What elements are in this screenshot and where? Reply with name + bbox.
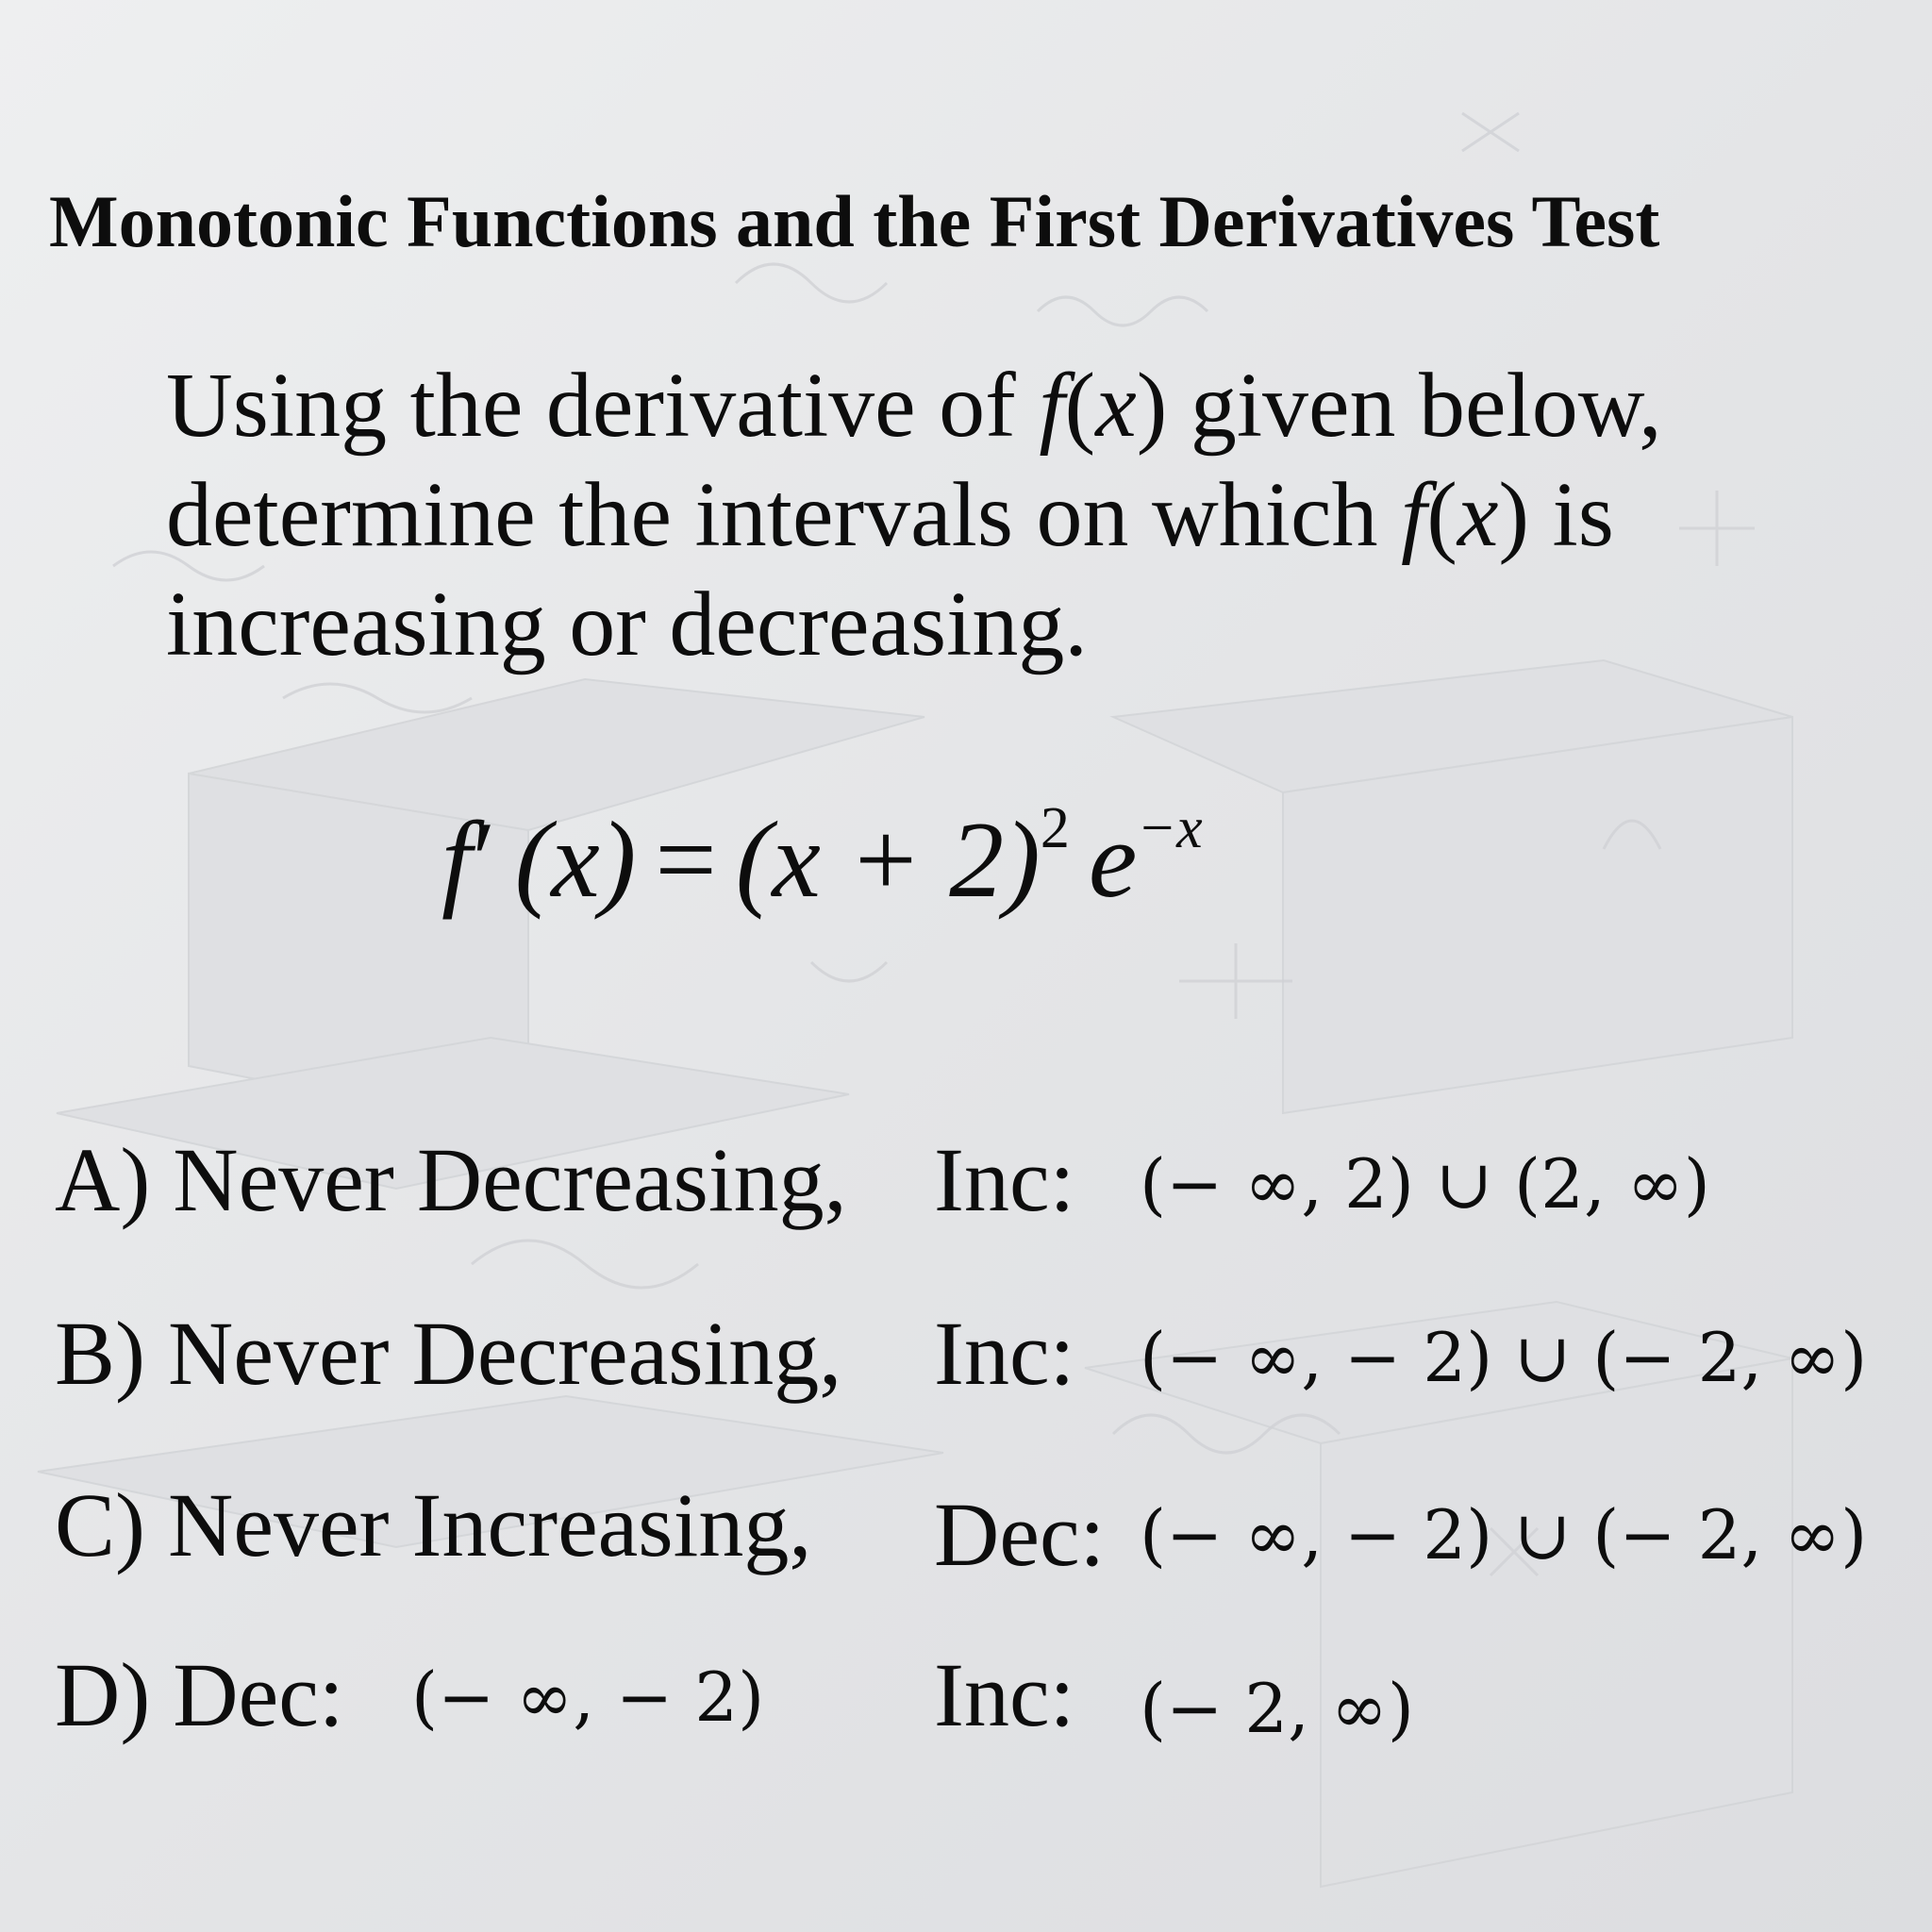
option-c-letter: C)	[55, 1474, 145, 1575]
option-d-interval: (− 2, ∞)	[1140, 1669, 1414, 1748]
page-title: Monotonic Functions and the First Derivatives Test	[49, 180, 1660, 262]
option-d-desc: Dec:	[173, 1644, 344, 1745]
option-d[interactable]	[55, 1643, 344, 1747]
option-b-letter: B)	[55, 1303, 145, 1404]
formula-f: f	[441, 800, 473, 921]
option-b[interactable]	[55, 1302, 841, 1406]
question-line-3: increasing or decreasing.	[166, 574, 1088, 675]
question-line-2: determine the intervals on which f(x) is	[166, 464, 1614, 566]
option-d-dec-interval: (− ∞, − 2)	[411, 1657, 765, 1737]
option-c-keyword: Dec:	[934, 1484, 1106, 1585]
formula-lhs-arg: (x)	[514, 800, 637, 921]
formula-exponent: 2	[1040, 796, 1070, 860]
option-b-interval: (− ∞, − 2) ∪ (− 2, ∞)	[1140, 1318, 1868, 1397]
option-d-letter: D)	[55, 1644, 151, 1745]
option-c[interactable]	[55, 1474, 811, 1577]
option-d-keyword: Inc:	[934, 1644, 1075, 1745]
option-b-desc: Never Decreasing,	[168, 1303, 842, 1404]
derivative-formula	[441, 798, 1203, 924]
formula-base: (x + 2)	[735, 800, 1041, 921]
option-b-keyword: Inc:	[934, 1303, 1075, 1404]
option-c-desc: Never Increasing,	[168, 1474, 812, 1575]
formula-equals: =	[655, 800, 717, 921]
formula-e-exponent: −x	[1137, 796, 1203, 860]
question-text	[166, 351, 1864, 679]
formula-e: e	[1088, 800, 1138, 921]
question-line-1: Using the derivative of f(x) given below,	[166, 355, 1662, 457]
option-a-keyword: Inc:	[934, 1129, 1075, 1230]
option-a[interactable]	[55, 1128, 847, 1232]
option-a-letter: A)	[55, 1129, 151, 1230]
option-c-interval: (− ∞, − 2) ∪ (− 2, ∞)	[1140, 1495, 1868, 1574]
option-a-interval: (− ∞, 2) ∪ (2, ∞)	[1140, 1144, 1710, 1224]
option-a-desc: Never Decreasing,	[173, 1129, 847, 1230]
formula-prime: ′	[472, 800, 496, 921]
